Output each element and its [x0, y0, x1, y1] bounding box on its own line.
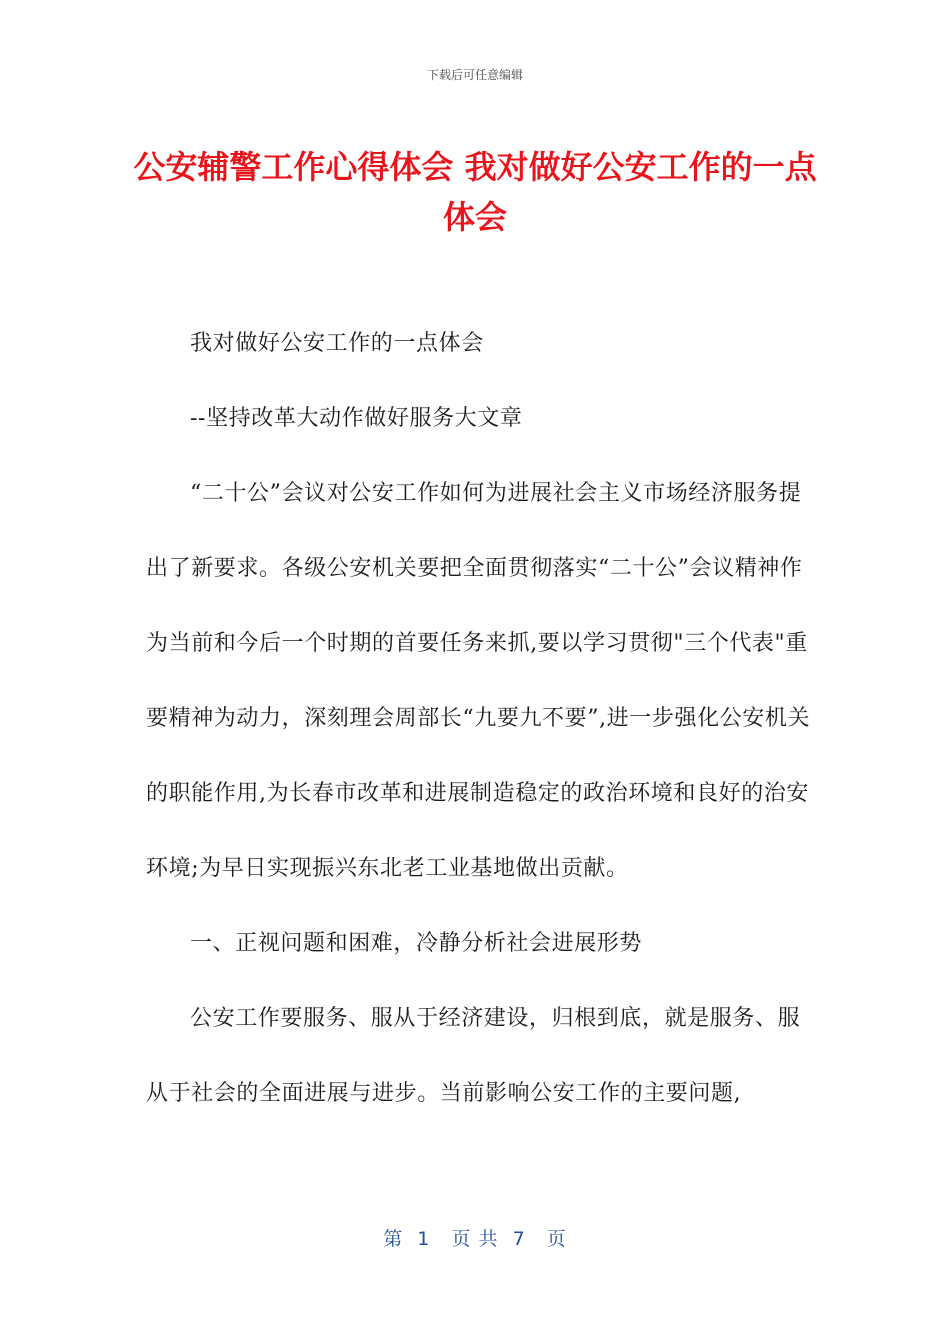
document-body — [146, 306, 812, 1131]
document-title: 公安辅警工作心得体会 我对做好公安工作的一点体会 — [133, 148, 817, 236]
body-paragraph: “二十公”会议对公安工作如何为进展社会主义市场经济服务提出了新要求。各级公安机关要把全面贯彻落实“二十公”会议精神作为当前和今后一个时期的首要任务来抓,要以学习贯彻"三个代表"重要精神为动力，深刻理会周部长“九要九不要”,进一步强化公安机关的职能作用,为长春市改革和进展制造稳定的政治环境和良好的治安环境;为早日实现振兴东北老工业基地做出贡献。 — [146, 481, 811, 881]
section-heading: 一、正视问题和困难，冷静分析社会进展形势 — [190, 931, 643, 956]
subheading-paragraph: --坚持改革大动作做好服务大文章 — [190, 406, 523, 431]
body-paragraph: 公安工作要服务、服从于经济建设，归根到底，就是服务、服从于社会的全面进展与进步。当前影响公安工作的主要问题, — [146, 1006, 801, 1106]
header-note: 下载后可任意编辑 — [426, 68, 523, 82]
page-number-footer: 第 1 页 共 7 页 — [383, 1228, 567, 1250]
subtitle-paragraph: 我对做好公安工作的一点体会 — [190, 331, 484, 356]
